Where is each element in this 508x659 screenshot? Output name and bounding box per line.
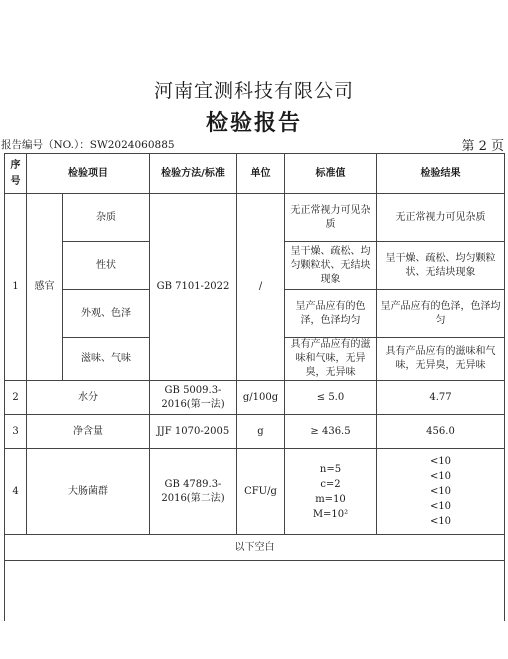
- page-indicator: [461, 135, 504, 154]
- sub-item-result: 呈产品应有的色泽，色泽均匀: [377, 290, 505, 338]
- report-number: 报告编号（NO.）：SW2024060885: [1, 139, 175, 151]
- row-method: JJF 1070-2005: [150, 415, 237, 449]
- row-result: [377, 449, 505, 535]
- sub-item-name: 杂质: [63, 194, 150, 242]
- table-row: [5, 449, 505, 535]
- header-method: 检验方法/标准: [150, 154, 237, 194]
- row-method: GB 5009.3-2016(第一法): [150, 381, 237, 415]
- standard-line: M=10²: [312, 508, 349, 520]
- blank-space-row: [5, 561, 505, 622]
- row-group: 感官: [27, 194, 63, 381]
- row-no: 4: [5, 449, 27, 535]
- footer-note: 以下空白: [5, 535, 505, 561]
- table-row: [5, 381, 505, 415]
- row-unit: g: [237, 415, 285, 449]
- result-line: <10: [429, 456, 452, 467]
- table-row: [5, 415, 505, 449]
- result-line: <10: [429, 501, 452, 512]
- standard-line: c=2: [320, 478, 341, 490]
- row-unit: g/100g: [237, 381, 285, 415]
- row-result: 456.0: [377, 415, 505, 449]
- row-item: 水分: [27, 381, 150, 415]
- sub-item-name: 外观、色泽: [63, 290, 150, 338]
- inspection-table: [4, 153, 505, 621]
- sub-item-standard: 无正常视力可见杂质: [285, 194, 377, 242]
- header-result: 检验结果: [377, 154, 505, 194]
- page-label: 第 2 页: [461, 139, 504, 154]
- row-result: 4.77: [377, 381, 505, 415]
- row-no: 3: [5, 415, 27, 449]
- row-standard: ≥ 436.5: [285, 415, 377, 449]
- row-standard: ≤ 5.0: [285, 381, 377, 415]
- sub-item-standard: 具有产品应有的滋味和气味，无异臭，无异味: [285, 338, 377, 381]
- row-unit: CFU/g: [237, 449, 285, 535]
- row-no: 1: [5, 194, 27, 381]
- header-standard: 标准值: [285, 154, 377, 194]
- result-line: <10: [429, 486, 452, 497]
- company-name: 河南宜测科技有限公司: [153, 80, 354, 102]
- standard-line: n=5: [319, 463, 342, 475]
- row-unit: /: [237, 194, 285, 381]
- standard-line: m=10: [315, 493, 346, 505]
- table-footer-row: [5, 535, 505, 561]
- table-header-row: [5, 154, 505, 194]
- blank-space: [5, 561, 505, 622]
- row-no: 2: [5, 381, 27, 415]
- row-item: 净含量: [27, 415, 150, 449]
- header-item: 检验项目: [27, 154, 150, 194]
- row-item: 大肠菌群: [27, 449, 150, 535]
- sub-item-result: 呈干燥、疏松、均匀颗粒状、无结块现象: [377, 242, 505, 290]
- sub-item-result: 无正常视力可见杂质: [377, 194, 505, 242]
- table-row: [5, 194, 505, 242]
- row-method: GB 7101-2022: [150, 194, 237, 381]
- result-line: <10: [429, 516, 452, 527]
- report-title: 检验报告: [205, 111, 302, 136]
- sub-item-name: 滋味、气味: [63, 338, 150, 381]
- header-no: 序号: [5, 154, 27, 194]
- sub-item-name: 性状: [63, 242, 150, 290]
- sub-item-standard: 呈干燥、疏松、均匀颗粒状、无结块现象: [285, 242, 377, 290]
- row-standard: [285, 449, 377, 535]
- result-line: <10: [429, 471, 452, 482]
- sub-item-result: 具有产品应有的滋味和气味，无异臭，无异味: [377, 338, 505, 381]
- row-method: GB 4789.3-2016(第二法): [150, 449, 237, 535]
- sub-item-standard: 呈产品应有的色泽，色泽均匀: [285, 290, 377, 338]
- header-unit: 单位: [237, 154, 285, 194]
